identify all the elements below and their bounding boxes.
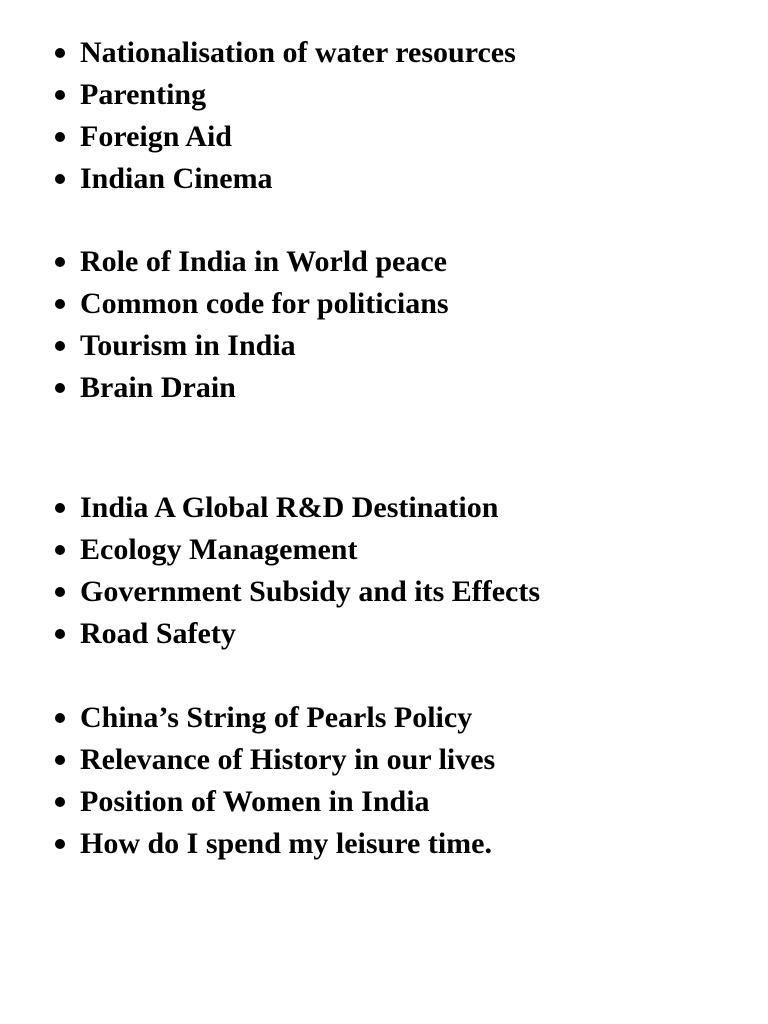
bullet-icon [55,839,65,849]
topic-list-group-1 [54,32,516,200]
list-item-text: Parenting [80,78,207,111]
list-item [54,739,495,781]
list-item-text: India A Global R&D Destination [80,491,499,524]
bullet-icon [55,257,65,267]
topic-list-group-3 [54,487,540,655]
bullet-icon [55,713,65,723]
list-item [54,529,540,571]
list-item [54,74,516,116]
list-item-text: Government Subsidy and its Effects [80,575,541,608]
list-item-text: Foreign Aid [80,120,232,153]
list-item-text: Indian Cinema [80,162,273,195]
bullet-icon [55,587,65,597]
bullet-icon [55,545,65,555]
list-item-text: Tourism in India [80,329,296,362]
bullet-icon [55,174,65,184]
bullet-icon [55,503,65,513]
list-item [54,32,516,74]
list-item [54,823,495,865]
list-item [54,571,540,613]
topic-list-group-4 [54,697,495,865]
list-item [54,781,495,823]
bullet-icon [55,132,65,142]
list-item [54,325,449,367]
list-item-text: Road Safety [80,617,236,650]
list-item [54,613,540,655]
list-item-text: Role of India in World peace [80,245,447,278]
list-item-text: Ecology Management [80,533,358,566]
bullet-icon [55,90,65,100]
bullet-icon [55,755,65,765]
bullet-icon [55,299,65,309]
list-item-text: Brain Drain [80,371,236,404]
bullet-icon [55,629,65,639]
list-item [54,158,516,200]
bullet-icon [55,797,65,807]
list-item [54,697,495,739]
list-item-text: Position of Women in India [80,785,430,818]
bullet-icon [55,341,65,351]
topic-list-group-2 [54,241,449,409]
list-item-text: How do I spend my leisure time. [80,827,492,860]
list-item-text: Nationalisation of water resources [80,36,516,69]
list-item-text: Common code for politicians [80,287,449,320]
list-item [54,283,449,325]
list-item-text: Relevance of History in our lives [80,743,496,776]
bullet-icon [55,383,65,393]
list-item [54,241,449,283]
list-item-text: China’s String of Pearls Policy [80,701,473,734]
list-item [54,116,516,158]
list-item [54,367,449,409]
bullet-icon [55,48,65,58]
list-item [54,487,540,529]
